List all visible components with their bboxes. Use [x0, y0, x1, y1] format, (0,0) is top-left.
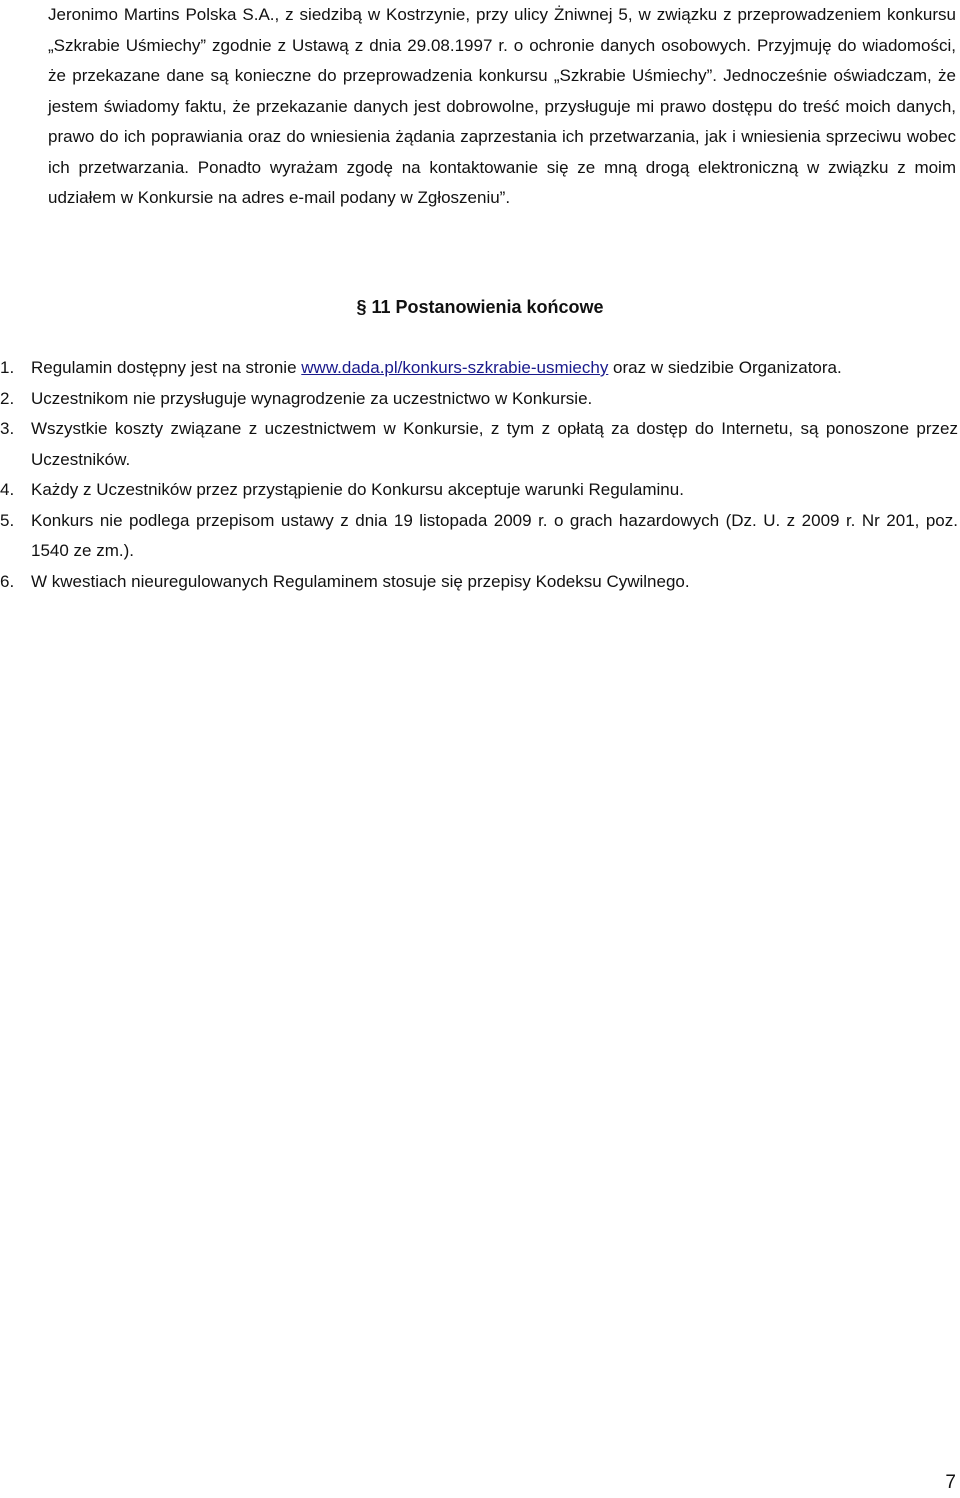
- page-number: 7: [945, 1472, 956, 1493]
- list-item-text: oraz w siedzibie Organizatora.: [608, 358, 842, 377]
- section-heading: [0, 292, 960, 322]
- regulations-link[interactable]: www.dada.pl/konkurs-szkrabie-usmiechy: [301, 358, 609, 377]
- section-symbol: §: [356, 297, 367, 317]
- list-item-number: 6.: [0, 571, 15, 591]
- list-item: [0, 475, 958, 506]
- list-item-text: W kwestiach nieuregulowanych Regulaminem stosuje się przepisy Kodeksu Cywilnego.: [31, 571, 690, 591]
- list-item-number: 4.: [0, 480, 15, 499]
- list-item-number: 3.: [0, 419, 15, 438]
- section-title: 11 Postanowienia końcowe: [371, 297, 604, 317]
- list-item: [0, 414, 958, 475]
- list-item-number: 2.: [0, 388, 15, 408]
- list-item: [0, 506, 958, 567]
- list-item-text: Każdy z Uczestników przez przystąpienie do Konkursu akceptuje warunki Regulaminu.: [31, 480, 684, 499]
- list-item: [0, 567, 958, 598]
- list-item-text: Konkurs nie podlega przepisom ustawy z dnia 19 listopada 2009 r. o grach hazardowych (Dz. U. z 2009 r. Nr 201, poz. 1540 ze zm.).: [31, 510, 958, 560]
- list-item-number: 5.: [0, 510, 15, 530]
- list-item-text: Uczestnikom nie przysługuje wynagrodzenie za uczestnictwo w Konkursie.: [31, 388, 593, 408]
- final-provisions-list: [0, 353, 958, 597]
- list-item-number: 1.: [0, 358, 15, 377]
- intro-paragraph: Jeronimo Martins Polska S.A., z siedzibą w Kostrzynie, przy ulicy Żniwnej 5, w związku z przeprowadzeniem konkursu „Szkrabie Uśmiechy” zgodnie z Ustawą z dnia 29.08.1997 r. o ochronie danych osobowych. Przyjmuję do wiadomości, że przekazane dane są konieczne do przeprowadzenia konkursu „Szkrabie Uśmiechy”. Jednocześnie oświadczam, że jestem świadomy faktu, że przekazanie danych jest dobrowolne, przysługuje mi prawo dostępu do treść moich danych, prawo do ich poprawiania oraz do wniesienia żądania zaprzestania ich przetwarzania, jak i wniesienia sprzeciwu wobec ich przetwarzania. Ponadto wyrażam zgodę na kontaktowanie się ze mną drogą elektroniczną w związku z moim udziałem w Konkursie na adres e-mail podany w Zgłoszeniu”.: [48, 5, 956, 207]
- list-item: [0, 384, 958, 415]
- list-item-text: Wszystkie koszty związane z uczestnictwem w Konkursie, z tym z opłatą za dostęp do Internetu, są ponoszone przez Uczestników.: [31, 419, 958, 469]
- list-item: [0, 353, 958, 384]
- list-item-text: Regulamin dostępny jest na stronie: [31, 358, 302, 377]
